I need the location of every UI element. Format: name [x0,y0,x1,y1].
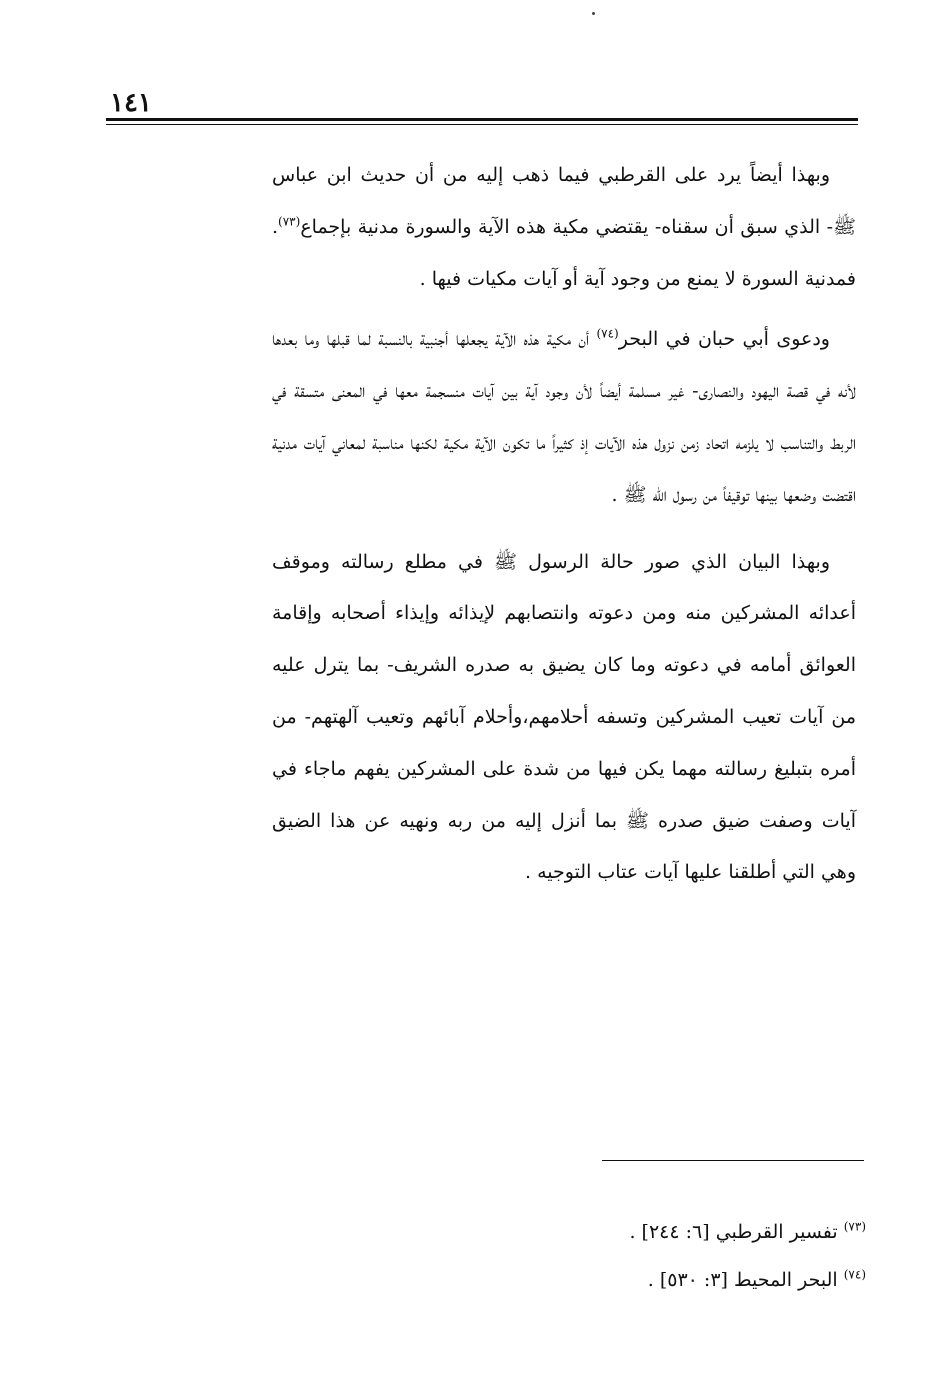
footnote-reference: (٧٣) [278,214,301,229]
page-number: ١٤١ [110,88,152,118]
footnote-number: (٧٤) [843,1267,866,1282]
paragraph-text: ودعوى أبي حبان في البحر [618,328,830,351]
header-rule [106,118,858,126]
footnote-reference: (٧٤) [596,327,619,342]
footnote-73 [560,1208,866,1256]
footnote-separator [602,1160,864,1161]
main-body-text [272,150,856,899]
footnote-number: (٧٣) [843,1219,866,1234]
paragraph-3 [272,537,856,900]
paragraph-text: وبهذا أيضاً يرد على القرطبي فيما ذهب إليه من أن حديث ابن عباس ﷺ- الذي سبق أن سقناه- يقتضي مكية هذه الآية والسورة مدنية بإجماع [272,164,856,238]
header-rule-thin [106,124,858,125]
paragraph-text: . فمدنية السورة لا يمنع من وجود آية أو آيات مكيات فيها . [272,215,856,290]
footnotes [560,1208,866,1304]
paragraph-1 [272,150,856,305]
footnote-text: تفسير القرطبي [٦: ٢٤٤] . [629,1221,838,1243]
footnote-74 [560,1256,866,1304]
paragraph-2 [272,314,856,521]
header-rule-thick [106,118,858,121]
footnote-text: البحر المحيط [٣: ٥٣٠] . [647,1269,838,1291]
paragraph-text: أن مكية هذه الآية يجعلها أجنبية بالنسبة لما قبلها وما بعدها لأنه في قصة اليهود والنصارى- غير مسلمة أيضاً لأن وجود آية بين آيات منسجمة معها في المعنى متسقة في الربط والتناسب لا يلزمه اتحاد زمن نزول هذه الآيات إذ كثيراً ما تكون الآية مكية لكنها مناسبة لمعاني آيات مدنية اقتضت وضعها بينها توقيفاً من رسول الله ﷺ . [272,328,856,506]
scan-speck [592,12,595,15]
paragraph-text: وبهذا البيان الذي صور حالة الرسول ﷺ في مطلع رسالته وموقف أعدائه المشركين منه ومن دعوته وانتصابهم لإيذائه وإيذاء أصحابه وإقامة العوائق أمامه في دعوته وما كان يضيق به صدره الشريف- بما يترل عليه من آيات تعيب المشركين وتسفه أحلامهم،وأحلام آبائهم وتعيب آلهتهم- من أمره بتبليغ رسالته مهما يكن فيها من شدة على المشركين يفهم ماجاء في آيات وصفت ضيق صدره ﷺ بما أنزل إليه من ربه ونهيه عن هذا الضيق وهي التي أطلقنا عليها آيات عتاب التوجيه . [272,550,856,884]
